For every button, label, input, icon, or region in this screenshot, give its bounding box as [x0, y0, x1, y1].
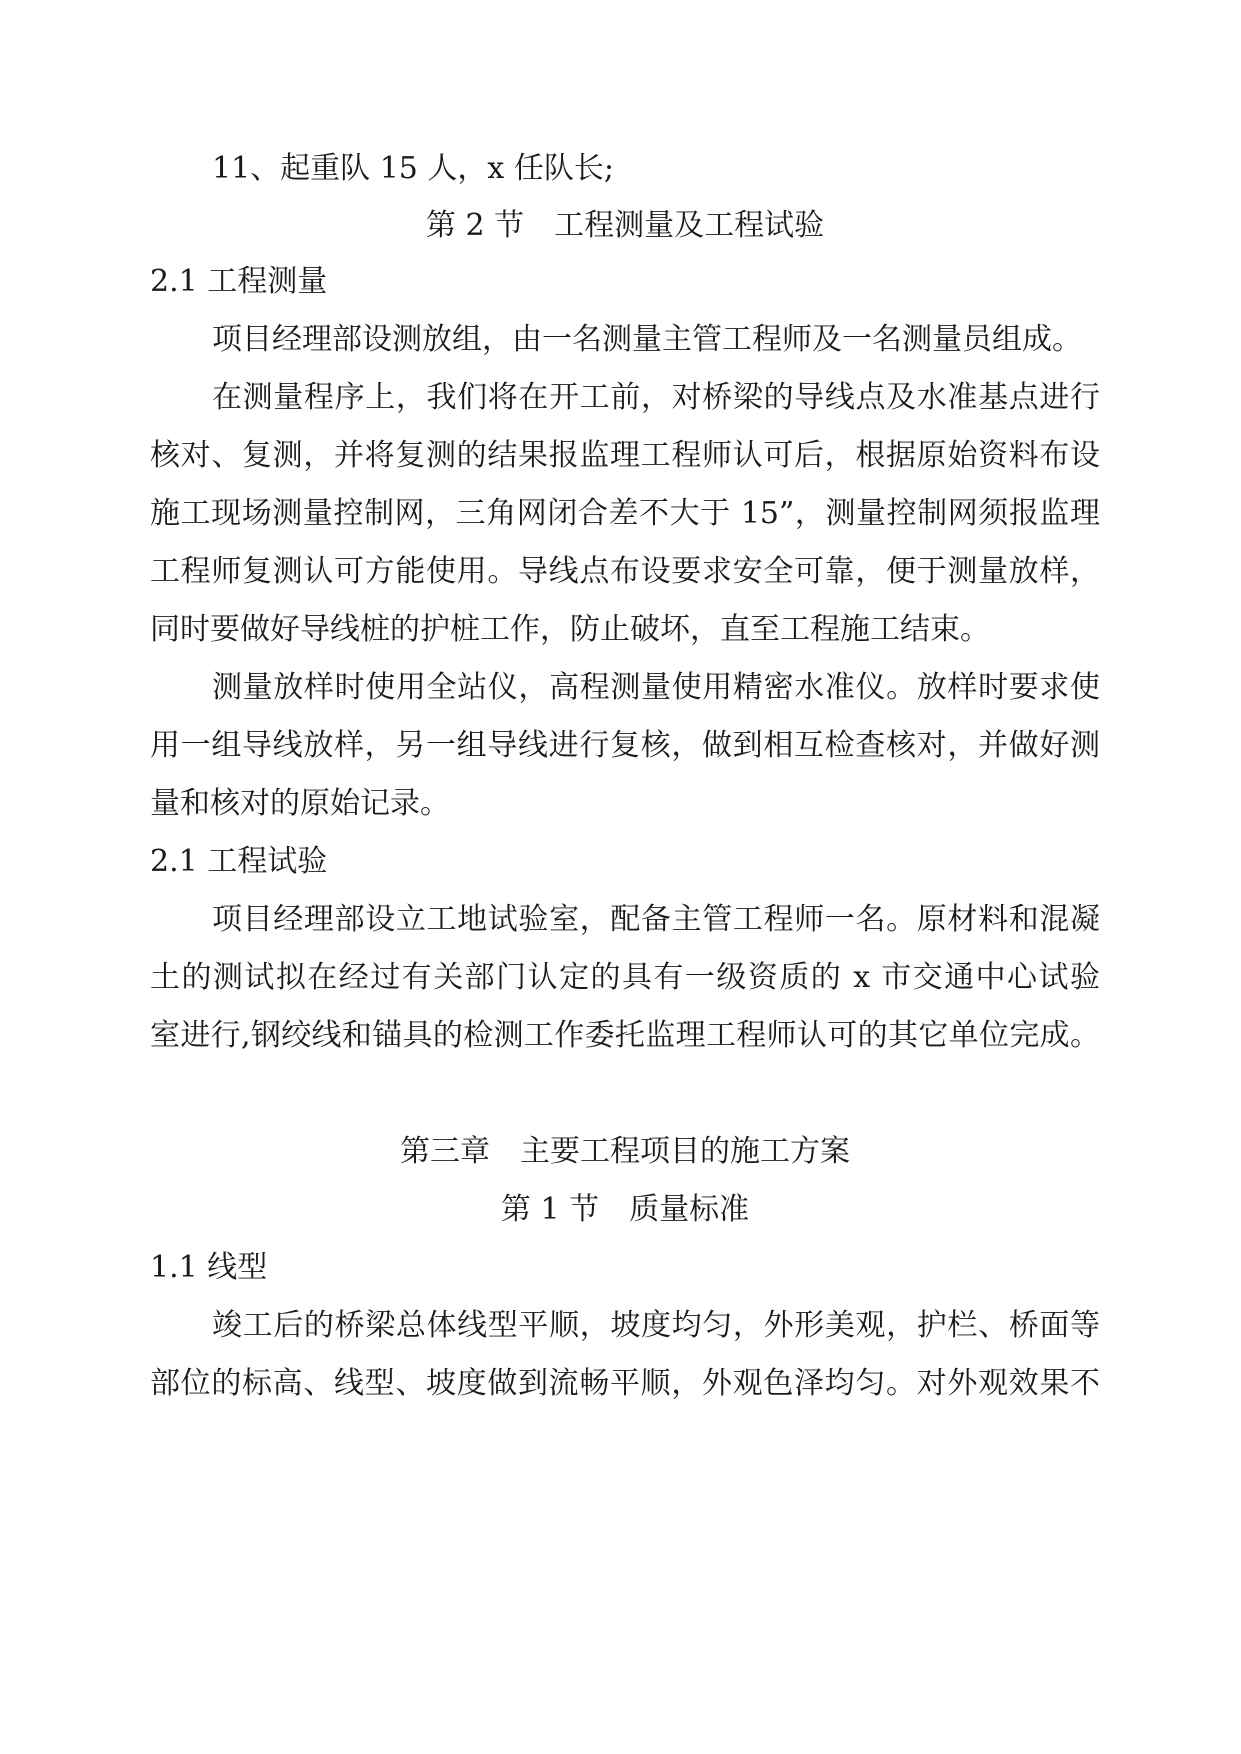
paragraph-line: 测量放样时使用全站仪，高程测量使用精密水准仪。放样时要求使	[212, 670, 1100, 705]
paragraph-line: 部位的标高、线型、坡度做到流畅平顺，外观色泽均匀。对外观效果不	[150, 1366, 1100, 1401]
paragraph-line: 室进行,钢绞线和锚具的检测工作委托监理工程师认可的其它单位完成。	[150, 1018, 1100, 1053]
subsection-heading-surveying: 2.1 工程测量	[150, 264, 328, 299]
chapter-heading-3: 第三章 主要工程项目的施工方案	[400, 1134, 850, 1169]
paragraph-line: 施工现场测量控制网，三角网闭合差不大于 15”，测量控制网须报监理	[150, 496, 1100, 531]
paragraph-line: 项目经理部设立工地试验室，配备主管工程师一名。原材料和混凝	[212, 902, 1100, 937]
section-heading-1: 第 1 节 质量标准	[500, 1192, 750, 1227]
paragraph-line: 竣工后的桥梁总体线型平顺，坡度均匀，外形美观，护栏、桥面等	[212, 1308, 1100, 1343]
list-item-lifting-team: 11、起重队 15 人，x 任队长;	[212, 151, 614, 186]
paragraph-line: 在测量程序上，我们将在开工前，对桥梁的导线点及水准基点进行	[212, 380, 1100, 415]
paragraph-line: 土的测试拟在经过有关部门认定的具有一级资质的 x 市交通中心试验	[150, 960, 1100, 995]
paragraph-line: 核对、复测，并将复测的结果报监理工程师认可后，根据原始资料布设	[150, 438, 1100, 473]
paragraph-line: 用一组导线放样，另一组导线进行复核，做到相互检查核对，并做好测	[150, 728, 1100, 763]
paragraph-line: 同时要做好导线桩的护桩工作，防止破坏，直至工程施工结束。	[150, 612, 990, 647]
paragraph-line: 工程师复测认可方能使用。导线点布设要求安全可靠，便于测量放样，	[150, 554, 1100, 589]
section-heading-2: 第 2 节 工程测量及工程试验	[425, 208, 825, 243]
subsection-heading-testing: 2.1 工程试验	[150, 844, 328, 879]
paragraph-line: 量和核对的原始记录。	[150, 786, 450, 821]
subsection-heading-alignment: 1.1 线型	[150, 1250, 268, 1285]
paragraph-line: 项目经理部设测放组，由一名测量主管工程师及一名测量员组成。	[212, 322, 1082, 357]
